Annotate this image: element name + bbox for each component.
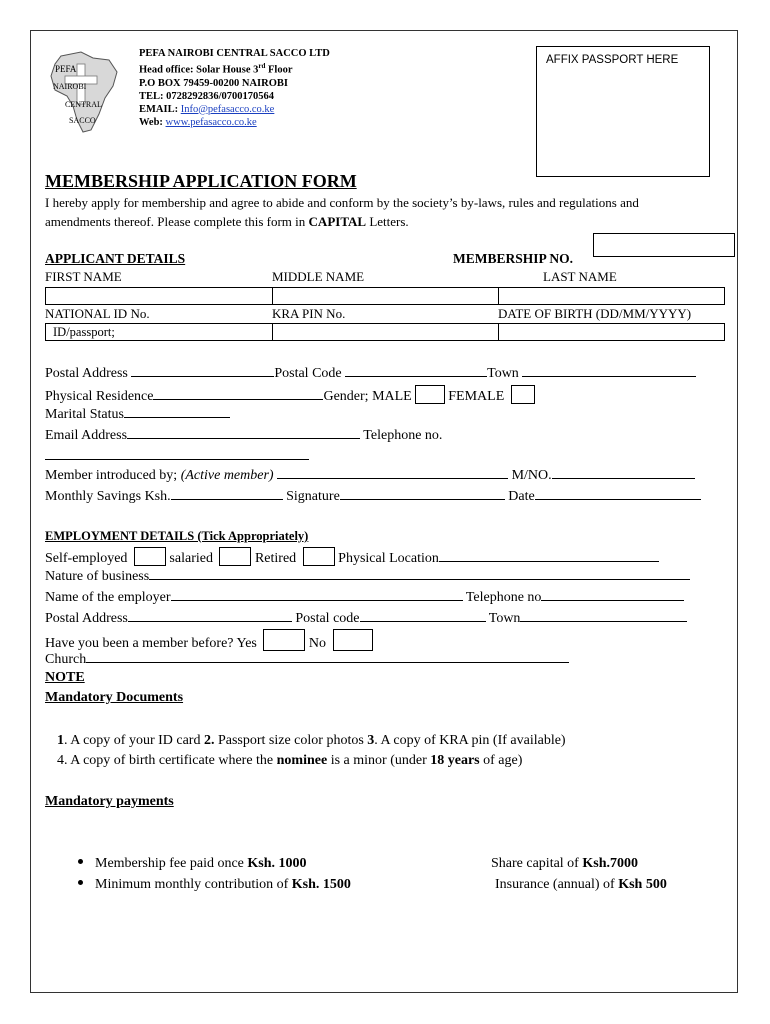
last-name-label: LAST NAME bbox=[543, 269, 617, 284]
gender-female-checkbox[interactable] bbox=[511, 385, 535, 404]
marital-status-input[interactable] bbox=[124, 405, 230, 418]
membership-no-label: MEMBERSHIP NO. bbox=[453, 251, 574, 266]
postal-address-input[interactable] bbox=[131, 364, 274, 377]
first-name-field[interactable] bbox=[45, 287, 273, 305]
payment-share-capital: Share capital of Ksh.7000 bbox=[491, 856, 638, 871]
middle-name-field[interactable] bbox=[272, 287, 499, 305]
physical-location-input[interactable] bbox=[439, 549, 659, 562]
sacco-logo bbox=[47, 50, 129, 135]
retired-checkbox[interactable] bbox=[303, 547, 335, 566]
marital-status-row: Marital Status bbox=[45, 405, 230, 423]
payment-insurance: Insurance (annual) of Ksh 500 bbox=[495, 877, 667, 892]
salaried-checkbox[interactable] bbox=[219, 547, 251, 566]
first-name-label: FIRST NAME bbox=[45, 269, 122, 284]
email-link[interactable]: Info@pefasacco.co.ke bbox=[180, 103, 275, 115]
employer-telephone-input[interactable] bbox=[541, 588, 684, 601]
employment-postal-address-input[interactable] bbox=[128, 609, 292, 622]
church-row: Church bbox=[45, 650, 569, 668]
member-before-row: Have you been a member before? Yes No bbox=[45, 629, 373, 652]
form-title: MEMBERSHIP APPLICATION FORM bbox=[45, 171, 357, 191]
payment-item-membership-fee: Membership fee paid once Ksh. 1000 bbox=[78, 856, 307, 872]
signature-input[interactable] bbox=[340, 487, 505, 500]
telephone: TEL: 0728292836/0700170564 bbox=[139, 90, 275, 102]
email-row: Email Address Telephone no. bbox=[45, 428, 443, 443]
church-input[interactable] bbox=[86, 650, 569, 663]
applicant-details-heading: APPLICANT DETAILS bbox=[45, 251, 186, 266]
nature-of-business-row: Nature of business bbox=[45, 567, 690, 585]
passport-box-label: AFFIX PASSPORT HERE bbox=[546, 54, 679, 66]
bullet-icon bbox=[78, 880, 83, 885]
national-id-field[interactable] bbox=[45, 323, 273, 341]
employment-postal-code-input[interactable] bbox=[360, 609, 486, 622]
employer-input[interactable] bbox=[171, 588, 463, 601]
passport-photo-box[interactable] bbox=[536, 46, 710, 177]
national-id-label: NATIONAL ID No. bbox=[45, 306, 150, 321]
employment-postal-row: Postal Address Postal code Town bbox=[45, 609, 687, 627]
dob-label: DATE OF BIRTH (DD/MM/YYYY) bbox=[498, 306, 692, 321]
kra-pin-field[interactable] bbox=[272, 323, 499, 341]
introduced-by-row: Member introduced by; (Active member) M/NO. bbox=[45, 466, 695, 484]
employment-type-row: Self-employed salaried Retired Physical Location bbox=[45, 547, 659, 567]
email-address-input[interactable] bbox=[127, 426, 360, 439]
middle-name-label: MIDDLE NAME bbox=[272, 269, 365, 284]
org-header bbox=[139, 47, 330, 129]
physical-residence-input[interactable] bbox=[153, 387, 323, 400]
documents-line-2: 4. A copy of birth certificate where the nominee is a minor (under 18 years of age) bbox=[57, 753, 523, 768]
documents-line-1: 1. A copy of your ID card 2. Passport size color photos 3. A copy of KRA pin (If available) bbox=[57, 733, 566, 748]
mandatory-payments-heading: Mandatory payments bbox=[45, 794, 174, 809]
self-employed-checkbox[interactable] bbox=[134, 547, 166, 566]
employer-row: Name of the employer Telephone no bbox=[45, 588, 684, 606]
introduced-by-input[interactable] bbox=[277, 466, 508, 479]
employment-details-heading: EMPLOYMENT DETAILS (Tick Appropriately) bbox=[45, 529, 309, 543]
payment-item-monthly-contribution: Minimum monthly contribution of Ksh. 1500 bbox=[78, 877, 351, 893]
postal-code-input[interactable] bbox=[345, 364, 487, 377]
web-link[interactable]: www.pefasacco.co.ke bbox=[165, 116, 257, 128]
head-office: Head office: Solar House 3rd Floor bbox=[139, 62, 293, 76]
nature-of-business-input[interactable] bbox=[149, 567, 690, 580]
logo-text-sacco: SACCO bbox=[69, 116, 96, 125]
postal-address-row: Postal Address Postal Code Town bbox=[45, 364, 696, 382]
dob-field[interactable] bbox=[498, 323, 725, 341]
last-name-field[interactable] bbox=[498, 287, 725, 305]
po-box: P.O BOX 79459-00200 NAIROBI bbox=[139, 77, 288, 89]
savings-row: Monthly Savings Ksh. Signature Date bbox=[45, 487, 701, 505]
member-no-input[interactable] bbox=[552, 466, 695, 479]
membership-no-field[interactable] bbox=[593, 233, 735, 257]
kra-pin-label: KRA PIN No. bbox=[272, 306, 346, 321]
email-line: EMAIL: Info@pefasacco.co.ke bbox=[139, 103, 275, 115]
intro-line-1: I hereby apply for membership and agree to abide and conform by the society’s by-laws, rules and regulations and bbox=[45, 195, 639, 210]
date-input[interactable] bbox=[535, 487, 701, 500]
monthly-savings-input[interactable] bbox=[171, 487, 283, 500]
gender-male-checkbox[interactable] bbox=[415, 385, 445, 404]
id-passport-hint: ID/passport; bbox=[53, 325, 115, 339]
logo-text-pefa: PEFA bbox=[55, 64, 77, 74]
town-input[interactable] bbox=[522, 364, 696, 377]
member-before-no-checkbox[interactable] bbox=[333, 629, 373, 651]
telephone-line[interactable] bbox=[45, 459, 309, 460]
residence-row: Physical Residence Gender; MALE FEMALE bbox=[45, 385, 535, 405]
note-heading: NOTE bbox=[45, 670, 85, 685]
intro-line-2: amendments thereof. Please complete this form in CAPITAL Letters. bbox=[45, 214, 409, 229]
web-line: Web: www.pefasacco.co.ke bbox=[139, 116, 257, 128]
logo-text-central: CENTRAL bbox=[65, 100, 102, 109]
bullet-icon bbox=[78, 859, 83, 864]
mandatory-documents-heading: Mandatory Documents bbox=[45, 690, 184, 705]
org-name: PEFA NAIROBI CENTRAL SACCO LTD bbox=[139, 48, 330, 59]
employment-town-input[interactable] bbox=[520, 609, 687, 622]
member-before-yes-checkbox[interactable] bbox=[263, 629, 305, 651]
logo-text-nairobi: NAIROBI bbox=[53, 82, 87, 91]
